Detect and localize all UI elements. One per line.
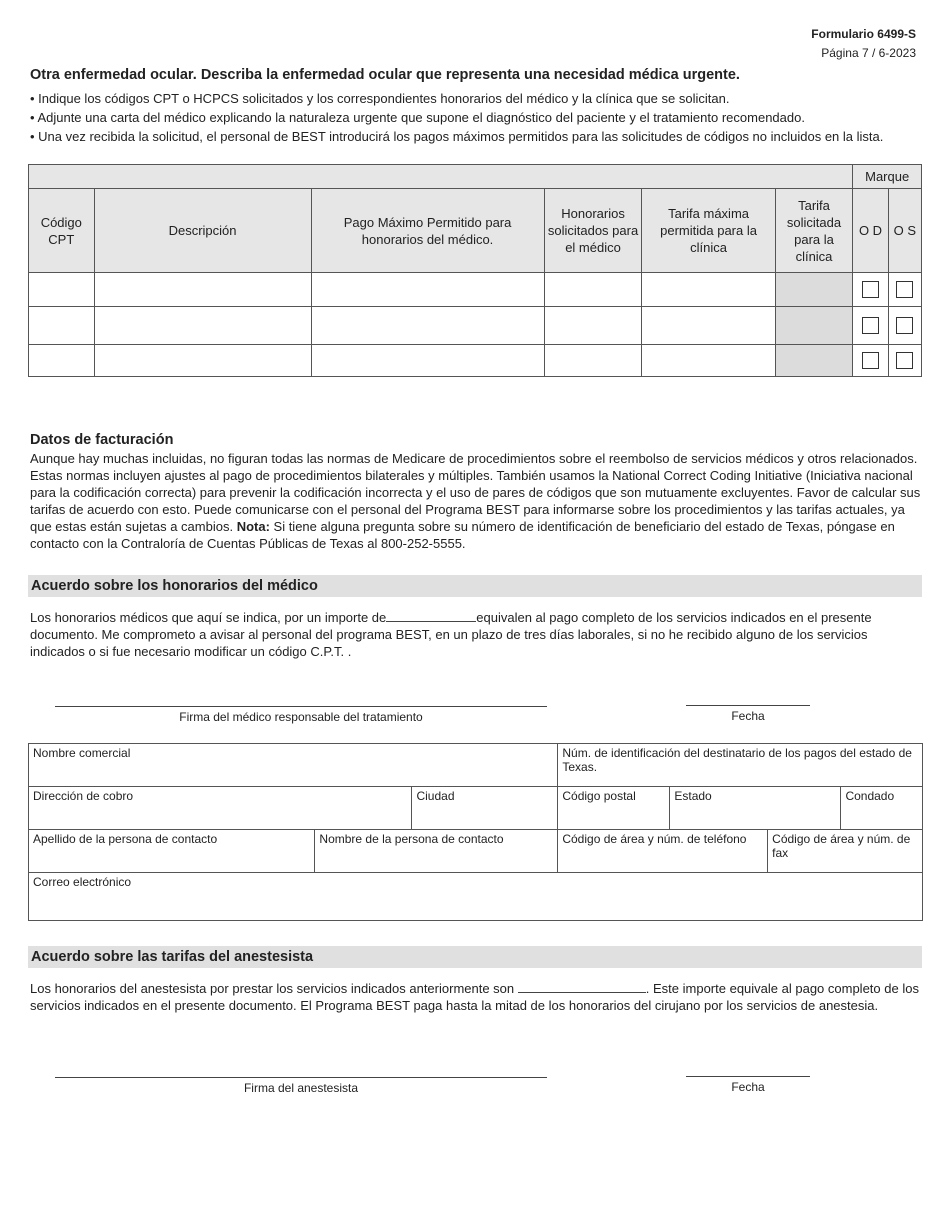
email-field[interactable]: Correo electrónico: [29, 873, 923, 921]
fees-input[interactable]: [544, 307, 642, 345]
bullet-1: • Indique los códigos CPT o HCPCS solicitados y los correspondientes honorarios del médico y la clínica que se solicitan.: [30, 91, 730, 106]
business-name-field[interactable]: Nombre comercial: [29, 744, 558, 787]
bullet-3: • Una vez recibida la solicitud, el personal de BEST introducirá los pagos máximos permitidos para las solicitudes de códigos no incluidos en la lista.: [30, 129, 884, 144]
os-checkbox[interactable]: [896, 281, 913, 298]
physician-agreement-title: Acuerdo sobre los honorarios del médico: [28, 575, 922, 597]
od-checkbox[interactable]: [862, 281, 879, 298]
description-input[interactable]: [94, 345, 311, 377]
billing-title: Datos de facturación: [30, 432, 174, 448]
od-checkbox[interactable]: [862, 317, 879, 334]
cpt-input[interactable]: [29, 307, 95, 345]
bullet-2: • Adjunte una carta del médico explicando la naturaleza urgente que supone el diagnóstico del paciente y el tratamiento recomendado.: [30, 110, 805, 125]
city-field[interactable]: Ciudad: [412, 787, 558, 830]
page-number: Página 7 / 6-2023: [821, 46, 916, 60]
contact-first-name-field[interactable]: Nombre de la persona de contacto: [315, 830, 558, 873]
physician-signature-caption: Firma del médico responsable del tratamiento: [179, 710, 423, 724]
physician-date-caption: Fecha: [731, 709, 765, 723]
col-od: O D: [853, 189, 888, 273]
col-max-clinic-fee: Tarifa máxima permitida para la clínica: [642, 189, 775, 273]
physician-agreement-text: Los honorarios médicos que aquí se indica, por un importe de equivalen al pago completo de los servicios indicados en el presente documento. Me comprometo a avisar al personal del programa BEST, en un plazo de tres días laborales, si no he recibido alguno de los servicios indicados o si fue necesario modificar un código C.P.T. .: [30, 610, 872, 659]
col-description: Descripción: [94, 189, 311, 273]
billing-body: Aunque hay muchas incluidas, no figuran todas las normas de Medicare de procedimientos sobre el reembolso de servicios médicos y otros relacionados. Estas normas incluyen ajustes al pago de procedimientos bilaterales y múltiples. También usamos la National Correct Coding Initiative (Iniciativa nacional para la codificación correcta) para prevenir la codificación incorrecta y el uso de pares de códigos que son mutuamente excluyentes. Favor de calcular sus tarifas de acuerdo con esto. Puede comunicarse con el personal del Programa BEST para informarse sobre los procedimientos y las tarifas actuales, ya que estas están sujetas a cambios. Nota: Si tiene alguna pregunta sobre su número de identificación de beneficiario del estado de Texas, póngase en contacto con la Contraloría de Cuentas Públicas de Texas al 800-252-5555.: [30, 451, 921, 551]
fees-input[interactable]: [544, 345, 642, 377]
description-input[interactable]: [94, 273, 311, 307]
county-field[interactable]: Condado: [841, 787, 923, 830]
table-row: [29, 307, 922, 345]
physician-date-line[interactable]: [686, 705, 810, 706]
col-clinic-requested: Tarifa solicitada para la clínica: [775, 189, 853, 273]
fees-input[interactable]: [544, 273, 642, 307]
zip-field[interactable]: Código postal: [558, 787, 670, 830]
anesthetist-date-line[interactable]: [686, 1076, 810, 1077]
anesthetist-signature-caption: Firma del anestesista: [243, 1081, 359, 1095]
col-os: O S: [888, 189, 921, 273]
col-fees-requested: Honorarios solicitados para el médico: [544, 189, 642, 273]
billing-address-field[interactable]: Dirección de cobro: [29, 787, 412, 830]
anesthetist-date-caption: Fecha: [731, 1080, 765, 1094]
section-title-eye-disease: Otra enfermedad ocular. Describa la enfermedad ocular que representa una necesidad médica urgente.: [30, 67, 740, 83]
fax-field[interactable]: Código de área y núm. de fax: [768, 830, 923, 873]
col-cpt: Código CPT: [29, 189, 95, 273]
anesthesia-amount-field[interactable]: [518, 992, 646, 993]
table-row: [29, 273, 922, 307]
contact-last-name-field[interactable]: Apellido de la persona de contacto: [29, 830, 315, 873]
cpt-codes-table: [28, 164, 922, 377]
description-input[interactable]: [94, 307, 311, 345]
table-row: [29, 345, 922, 377]
anesthesia-agreement-text: Los honorarios del anestesista por prestar los servicios indicados anteriormente son . Este importe equivale al pago completo de los servicios indicados en el presente documento. El Programa BEST paga hasta la mitad de los honorarios del cirujano por los servicios de anestesia.: [30, 981, 919, 1013]
texas-payee-id-field[interactable]: Núm. de identificación del destinatario de los pagos del estado de Texas.: [558, 744, 923, 787]
physician-amount-field[interactable]: [386, 621, 476, 622]
os-checkbox[interactable]: [896, 352, 913, 369]
physician-signature-line[interactable]: [55, 706, 547, 707]
marque-header: Marque: [853, 165, 922, 189]
anesthesia-agreement-title: Acuerdo sobre las tarifas del anestesista: [28, 946, 922, 968]
state-field[interactable]: Estado: [670, 787, 841, 830]
col-max-physician-fee: Pago Máximo Permitido para honorarios del médico.: [311, 189, 544, 273]
form-number: Formulario 6499-S: [811, 27, 916, 41]
phone-field[interactable]: Código de área y núm. de teléfono: [558, 830, 768, 873]
od-checkbox[interactable]: [862, 352, 879, 369]
os-checkbox[interactable]: [896, 317, 913, 334]
provider-info-table: [28, 743, 923, 921]
cpt-input[interactable]: [29, 273, 95, 307]
anesthetist-signature-line[interactable]: [55, 1077, 547, 1078]
cpt-input[interactable]: [29, 345, 95, 377]
